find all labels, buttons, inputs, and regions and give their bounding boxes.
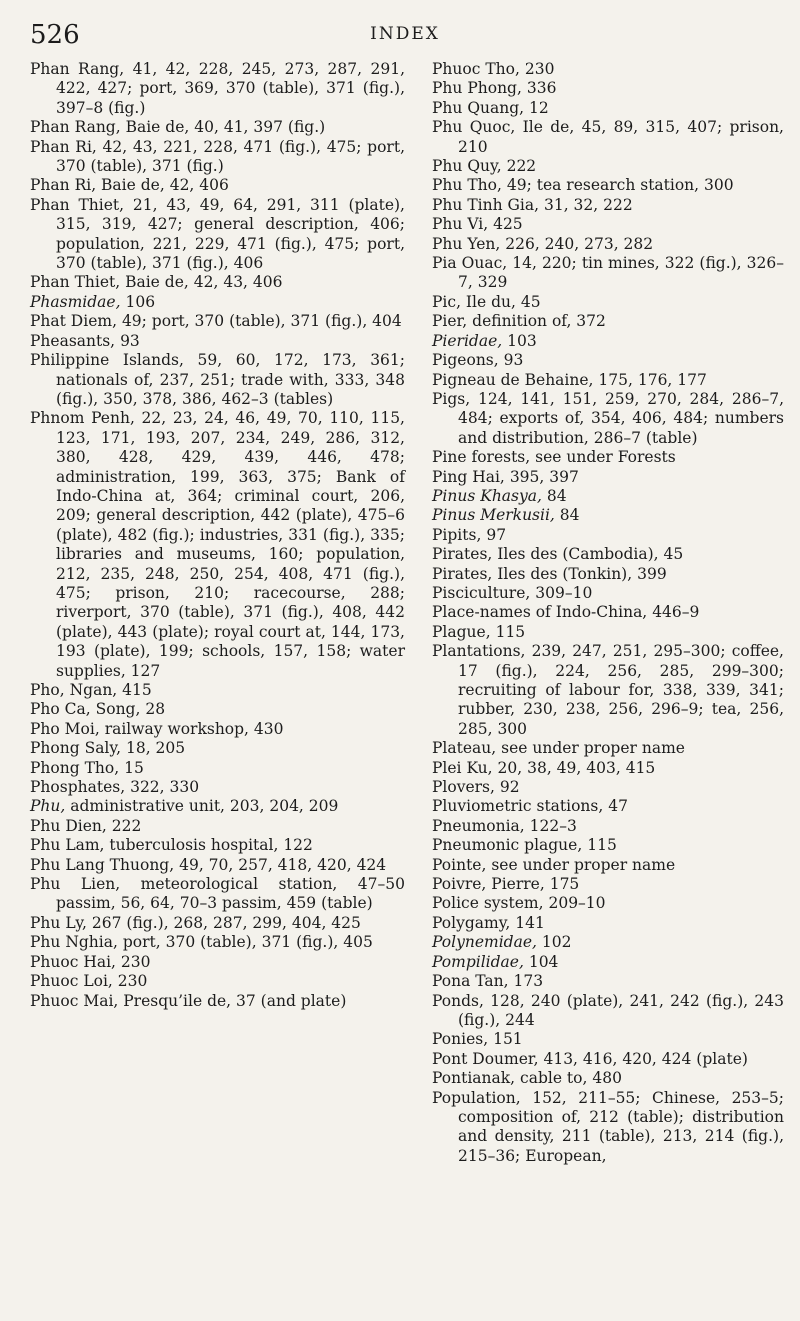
index-entry-heading: Pigeons,	[432, 351, 499, 370]
index-entry	[432, 506, 784, 525]
index-entry-heading: Pirates, Iles des (Cambodia),	[432, 545, 659, 564]
index-entry	[432, 235, 784, 254]
index-entry-references: 40, 41, 397 (fig.)	[194, 118, 326, 137]
index-entry-heading: Phu Yen,	[432, 234, 501, 253]
index-entry-heading: Phong Saly,	[30, 739, 122, 758]
index-entry	[432, 565, 784, 584]
index-entry-heading: Phan Thiet, Baie de,	[30, 273, 189, 292]
index-entry-heading: Phu Quoc, Ile de,	[432, 118, 575, 137]
index-entry-references: 41, 42, 228, 245, 273, 287, 291, 422, 427; port, 369, 370 (table), 371 (fig.), 397–8 (fig.)	[56, 60, 406, 117]
index-entry-references: 12	[529, 98, 549, 117]
index-entry-heading: Pona Tan,	[432, 972, 509, 991]
index-entry	[432, 293, 784, 312]
index-entry-heading: Pinus Merkusii,	[432, 506, 555, 525]
index-entry-references: 20, 38, 49, 403, 415	[497, 758, 656, 777]
index-entry-heading: Pirates, Iles des (Tonkin),	[432, 564, 633, 583]
index-entry	[432, 642, 784, 739]
index-entry-heading: Polynemidae,	[432, 933, 537, 952]
index-entry-references: 45	[663, 545, 684, 564]
index-entry	[432, 215, 784, 234]
index-entry-heading: Pneumonic plague,	[432, 836, 583, 855]
index-entry-heading: Phan Ri, Baie de,	[30, 176, 165, 195]
index-entry-heading: Phuoc Tho,	[432, 60, 520, 78]
index-entry	[30, 273, 405, 292]
index-entry	[432, 79, 784, 98]
index-entry-references: 45	[520, 292, 541, 311]
index-entry-references: 226, 240, 273, 282	[505, 234, 654, 253]
index-entry-heading: Population,	[432, 1088, 521, 1107]
index-entry-heading: Philippine Islands,	[30, 351, 184, 370]
index-entry-references: 239, 247, 251, 295–300; coffee, 17 (fig.), 224, 256, 285, 299–300; recruiting of labour for, 338, 339, 341; rubber, 230, 238, 256, 296–9; tea, 256, 285, 300	[458, 642, 784, 738]
index-entry-heading: Phan Thiet,	[30, 195, 125, 214]
index-entry-references: railway workshop, 430	[104, 719, 284, 738]
index-entry-heading: Phasmidae,	[30, 292, 121, 311]
index-entry	[432, 603, 784, 622]
index-entry	[432, 60, 784, 79]
index-entry-heading: Phosphates,	[30, 778, 126, 797]
index-entry	[432, 371, 784, 390]
index-entry	[432, 118, 784, 157]
index-entry-references: 222	[506, 157, 537, 176]
index-entry-heading: Phu Vi,	[432, 215, 489, 234]
index-entry	[30, 196, 405, 274]
index-entry-references: administrative unit, 203, 204, 209	[70, 797, 339, 816]
index-entry	[432, 99, 784, 118]
index-entry-heading: Poivre, Pierre,	[432, 875, 545, 894]
index-entry-heading: Phuoc Hai,	[30, 952, 116, 971]
index-entry	[30, 759, 405, 778]
index-entry	[30, 992, 405, 1011]
index-entry	[432, 992, 784, 1031]
index-entry-references: 42, 43, 406	[193, 273, 283, 292]
index-entry	[432, 1050, 784, 1069]
index-entry	[30, 953, 405, 972]
index-entry-references: 415	[122, 681, 152, 699]
index-entry-heading: Phan Rang,	[30, 60, 125, 78]
index-entry-heading: Pluviometric stations,	[432, 797, 604, 816]
index-entry-references: 230	[117, 972, 148, 991]
index-entry	[432, 836, 784, 855]
index-entry-references: meteorological station, 47–50 passim, 56, 64, 70–3 passim, 459 (table)	[56, 875, 406, 913]
index-entry-heading: Plateau,	[432, 739, 497, 758]
index-entry-references: 124, 141, 151, 259, 270, 284, 286–7, 484; exports of, 354, 406, 484; numbers and distribution, 286–7 (table)	[458, 389, 784, 447]
index-entry-heading: Phu Phong,	[432, 79, 522, 98]
index-entry-references: 267 (fig.), 268, 287, 299, 404, 425	[91, 913, 361, 932]
index-entry	[432, 817, 784, 836]
index-entry-heading: Phan Rang, Baie de,	[30, 118, 190, 137]
index-entry	[30, 836, 405, 855]
index-entry	[30, 933, 405, 952]
index-entry-references: 92	[499, 778, 520, 797]
index-entry-references: 115	[587, 836, 617, 855]
index-entry-references: 102	[541, 933, 572, 952]
index-entry-references: see under proper name	[501, 739, 685, 758]
index-entry-heading: Pier,	[432, 312, 468, 331]
index-entry-heading: Phu Lam,	[30, 836, 105, 855]
index-entry	[432, 856, 784, 875]
index-column-left	[30, 60, 405, 1011]
index-entry-references: 173	[513, 972, 544, 991]
index-entry-references: 322, 330	[130, 778, 200, 797]
index-entry-references: 47	[608, 797, 628, 816]
index-entry	[432, 972, 784, 991]
index-entry-references: 49; port, 370 (table), 371 (fig.), 404	[121, 312, 402, 331]
index-entry	[30, 312, 405, 331]
index-entry	[432, 390, 784, 448]
index-entry-references: 42, 406	[169, 176, 229, 195]
index-entry-references: 104	[528, 952, 559, 971]
index-entry-references: 15	[124, 758, 144, 777]
index-entry	[432, 739, 784, 758]
index-entry-references: 49; tea research station, 300	[506, 176, 734, 195]
index-entry-references: 309–10	[535, 583, 593, 602]
index-entry	[30, 875, 405, 914]
index-entry-heading: Pho, Ngan,	[30, 681, 118, 699]
index-entry-references: 230	[120, 952, 151, 971]
index-entry-references: 336	[526, 79, 557, 98]
index-entry	[30, 797, 405, 816]
index-entry-references: 151	[493, 1030, 523, 1049]
index-entry-heading: Plantations,	[432, 642, 526, 661]
index-entry	[432, 351, 784, 370]
index-entry-heading: Phu Ly,	[30, 913, 87, 932]
index-entry-heading: Pointe,	[432, 855, 487, 874]
index-entry	[30, 351, 405, 409]
index-entry-heading: Pisciculture,	[432, 583, 531, 602]
index-entry-heading: Pontianak,	[432, 1069, 516, 1088]
index-entry-heading: Phong Tho,	[30, 758, 120, 777]
index-entry-heading: Pipits,	[432, 525, 482, 544]
index-entry-heading: Pine forests,	[432, 448, 531, 467]
index-entry-heading: Phu Tho,	[432, 176, 502, 195]
index-entry-heading: Pia Ouac,	[432, 254, 508, 273]
index-entry-heading: Pho Ca, Song,	[30, 700, 141, 719]
index-entry	[30, 720, 405, 739]
index-entry-heading: Pho Moi,	[30, 719, 100, 738]
index-entry-references: 446–9	[652, 603, 700, 622]
index-entry-heading: Place-names of Indo-China,	[432, 603, 648, 622]
index-entry-references: definition of, 372	[472, 312, 606, 331]
page-header	[30, 20, 780, 48]
index-entry-references: port, 370 (table), 371 (fig.), 405	[122, 933, 373, 952]
index-entry-references: 413, 416, 420, 424 (plate)	[543, 1049, 748, 1068]
index-entry-heading: Pieridae,	[432, 331, 503, 350]
index-entry-references: 395, 397	[509, 467, 579, 486]
index-entry-references: 115	[495, 622, 526, 641]
index-entry	[432, 312, 784, 331]
index-entry-heading: Ping Hai,	[432, 467, 505, 486]
index-entry-references: 84	[546, 486, 567, 505]
index-entry-references: see under Forests	[535, 448, 676, 467]
index-entry-references: 399	[637, 564, 667, 583]
index-entry-references: 141	[515, 913, 545, 932]
index-entry-references: 45, 89, 315, 407; prison, 210	[458, 118, 784, 156]
index-entry-heading: Ponies,	[432, 1030, 489, 1049]
index-entry-references: cable to, 480	[520, 1069, 622, 1088]
index-entry	[432, 584, 784, 603]
index-entry-heading: Plague,	[432, 622, 491, 641]
index-entry-heading: Phu Quang,	[432, 98, 525, 117]
index-entry	[30, 739, 405, 758]
index-entry-references: 49, 70, 257, 418, 420, 424	[179, 855, 387, 874]
index-entry-references: 59, 60, 172, 173, 361; nationals of, 237, 251; trade with, 333, 348 (fig.), 350, 378, 386, 462–3 (tables)	[56, 351, 405, 408]
index-entry-references: 425	[493, 215, 523, 234]
index-entry-heading: Phu Lien,	[30, 875, 121, 894]
index-column-right	[432, 60, 784, 1166]
index-entry-heading: Pinus Khasya,	[432, 486, 542, 505]
index-entry-heading: Phuoc Loi,	[30, 972, 113, 991]
index-entry-heading: Phu,	[30, 797, 66, 816]
index-entry-references: 122–3	[529, 816, 577, 835]
index-entry	[432, 778, 784, 797]
index-entry	[432, 933, 784, 952]
index-entry-heading: Ponds,	[432, 991, 484, 1010]
index-entry-heading: Pont Doumer,	[432, 1049, 539, 1068]
index-entry-references: 222	[111, 816, 142, 835]
index-entry	[432, 894, 784, 913]
index-entry-references: 103	[507, 331, 537, 350]
index-entry-heading: Police system,	[432, 894, 544, 913]
index-entry-references: 106	[125, 292, 156, 311]
index-entry	[30, 778, 405, 797]
index-entry	[432, 157, 784, 176]
index-entry-references: 152, 211–55; Chinese, 253–5; composition of, 212 (table); distribution and density, 211 (table), 213, 214 (fig.), 215–36; European,	[458, 1088, 784, 1165]
index-entry-references: 128, 240 (plate), 241, 242 (fig.), 243 (fig.), 244	[458, 991, 785, 1029]
index-entry-references: 93	[120, 331, 140, 350]
index-entry-heading: Pneumonia,	[432, 816, 525, 835]
index-entry-heading: Phan Ri,	[30, 137, 97, 156]
index-entry	[432, 875, 784, 894]
index-entry	[30, 176, 405, 195]
index-entry	[432, 468, 784, 487]
index-entry-references: see under proper name	[491, 855, 676, 874]
index-entry-references: 175	[549, 875, 580, 894]
index-entry	[432, 448, 784, 467]
index-entry-references: 84	[559, 506, 580, 525]
index-entry	[30, 700, 405, 719]
index-entry-references: 21, 43, 49, 64, 291, 311 (plate), 315, 319, 427; general description, 406; population, 221, 229, 471 (fig.), 475; port, 370 (table), 371 (fig.), 406	[56, 195, 405, 273]
index-entry-references: 14, 220; tin mines, 322 (fig.), 326–7, 329	[458, 254, 784, 292]
index-entry	[30, 293, 405, 312]
index-entry	[432, 797, 784, 816]
index-entry-heading: Plovers,	[432, 778, 495, 797]
index-entry-references: 18, 205	[125, 739, 186, 758]
index-entry	[432, 196, 784, 215]
index-entry-references: 37 (and plate)	[236, 991, 347, 1010]
index-entry-heading: Phuoc Mai, Presqu’ile de,	[30, 991, 232, 1010]
index-entry	[432, 914, 784, 933]
index-entry-heading: Pompilidae,	[432, 952, 524, 971]
index-entry-references: 28	[145, 700, 166, 719]
page-number: 526	[30, 20, 80, 50]
index-entry	[30, 138, 405, 177]
index-entry-heading: Plei Ku,	[432, 758, 493, 777]
index-entry-heading: Phu Quy,	[432, 157, 502, 176]
index-entry	[432, 254, 784, 293]
index-entry-heading: Phat Diem,	[30, 312, 117, 331]
index-entry	[432, 1030, 784, 1049]
index-entry	[432, 953, 784, 972]
index-entry-heading: Phnom Penh,	[30, 409, 135, 428]
index-entry	[30, 817, 405, 836]
index-entry	[432, 332, 784, 351]
index-entry	[432, 623, 784, 642]
index-entry	[432, 1069, 784, 1088]
index-entry-heading: Phu Tinh Gia,	[432, 195, 540, 214]
index-entry	[30, 409, 405, 681]
index-entry	[30, 856, 405, 875]
index-entry	[30, 681, 405, 700]
page-title: INDEX	[370, 24, 440, 44]
index-entry-references: 97	[486, 525, 507, 544]
index-entry	[30, 118, 405, 137]
index-entry-references: 31, 32, 222	[543, 195, 633, 214]
index-entry	[432, 487, 784, 506]
index-entry-heading: Polygamy,	[432, 913, 511, 932]
index-entry	[432, 526, 784, 545]
index-entry-heading: Pigs,	[432, 389, 471, 408]
index-entry	[432, 759, 784, 778]
index-entry-references: tuberculosis hospital, 122	[109, 836, 313, 855]
index-entry-heading: Phu Dien,	[30, 816, 107, 835]
index-entry	[30, 332, 405, 351]
index-entry-references: 175, 176, 177	[598, 370, 707, 389]
index-entry	[432, 1089, 784, 1167]
index-entry	[30, 972, 405, 991]
index-entry-references: 42, 43, 221, 228, 471 (fig.), 475; port, 370 (table), 371 (fig.)	[56, 137, 405, 176]
index-entry-references: 22, 23, 24, 46, 49, 70, 110, 115, 123, 171, 193, 207, 234, 249, 286, 312, 380, 428, 429, 439, 446, 478; administration, 199, 363, 375; Bank of Indo-China at, 364; criminal court, 206, 209; general description, 442 (plate), 475–6 (plate), 482 (fig.); industries, 331 (fig.), 335; libraries and museums, 160; population, 212, 235, 248, 250, 254, 408, 471 (fig.), 475; prison, 210; racecourse, 288; riverport, 370 (table), 371 (fig.), 408, 442 (plate), 443 (plate); royal court at, 144, 173, 193 (plate), 199; schools, 157, 158; water supplies, 127	[56, 409, 405, 680]
index-entry-references: 93	[503, 351, 524, 370]
index-entry-heading: Pigneau de Behaine,	[432, 370, 594, 389]
index-entry-references: 209–10	[548, 894, 606, 913]
index-entry-heading: Pic, Ile du,	[432, 292, 516, 311]
index-entry-references: 230	[524, 60, 555, 78]
index-entry	[432, 176, 784, 195]
index-entry-heading: Phu Lang Thuong,	[30, 855, 175, 874]
index-entry-heading: Pheasants,	[30, 331, 116, 350]
index-entry	[432, 545, 784, 564]
index-entry-heading: Phu Nghia,	[30, 933, 118, 952]
index-entry	[30, 60, 405, 118]
index-entry	[30, 914, 405, 933]
